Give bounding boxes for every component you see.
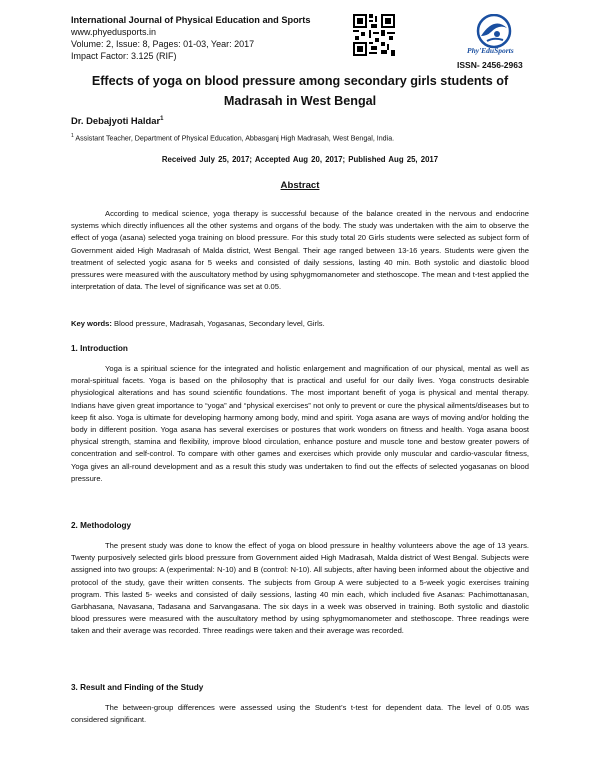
keywords (71, 318, 529, 330)
section-text-results: The between-group differences were assessed using the Student’s t-test for dependent data. The level of 0.05 was considered significant. (71, 703, 529, 725)
author-mark: 1 (160, 115, 164, 122)
abstract-heading: Abstract (280, 180, 320, 191)
journal-website[interactable]: www.phyedusports.in (71, 27, 157, 37)
section-heading-results: 3. Result and Finding of the Study (71, 683, 204, 692)
section-heading-methodology: 2. Methodology (71, 521, 132, 530)
abstract-text: According to medical science, yoga therapy is successful because of the balance created in the nervous and endocrine systems which directly influences all the other systems and organs of the body. The study was undertaken with the aim to observe the effect of yoga (asana) selected yoga training on blood pressure. For this study total 20 Girls students were selected as subject form of Government aided High Madrasah of Malda district, West Bengal. Their age ranged between 13-16 years. Students were given the treatment of selected yogic asana for 5 weeks and consisted of daily sessions, lasting 40 min. Both systolic and diastolic blood pressures were measured with the auscultatory method by using sphygmomanometer and stethoscope. The mean and t-test applied the interpretation of data. The level of significance was set at 0.05. (71, 209, 529, 292)
keywords-label: Key words: (71, 319, 112, 328)
paper-title: Effects of yoga on blood pressure among secondary girls students of Madrasah in West Bengal (91, 74, 509, 108)
section-text-introduction: Yoga is a spiritual science for the integrated and holistic enlargement and magnification of our physical, mental as well as moral-spiritual facets. Yoga is based on the philosophy that is practical and useful for our daily lives. Yoga constructs desirable physiological alterations and has sound scientific foundations. The most important benefit of yoga is physical and mental therapy. Indians have given great importance to “yoga” and “physical exercises” not only to prevent or cure the physical ailments/diseases but to keep fit also. Yoga is ultimate for developing harmony among body, mind and spirit. Yoga asana are ways of moving and/or holding the body in different position. Yoga asana has several exercises or postures that work wonders on fitness and health. Yoga asana boost physical strength, stamina and flexibility, improve blood circulation, enhance posture and muscle tone and bestow greater powers of concentration and self-control. To compare with other games and exercises which provide only muscular and cardio-vascular fitness, Yoga gives an all-round development and as a result this study was undertaken to find out the effects of selected yogasanas on blood pressure. (71, 364, 529, 483)
issn: ISSN- 2456-2963 (457, 60, 523, 70)
author-name: Dr. Debajyoti Haldar (71, 115, 161, 126)
author (71, 115, 163, 126)
section-text-methodology: The present study was done to know the effect of yoga on blood pressure in healthy volunteers above the age of 13 years. Twenty purposively selected girls blood pressure from Government aided High Madrasah, Malda district of West Bengal. Subjects were assigned into two groups: A (experimental: N-10) and B (control: N-10). All subjects, after having been informed about the objective and protocol of the study, gave their written consents. The subjects from Group A were subjected to a 5-week yogic exercises training program. This lasted 5- weeks and consisted of daily sessions, lasting 40 min each, which included five Asanas: Pachimottanasan, Garbhasana, Navasana, Tadasana and Sarvangasana. The six days in a week was observed in training. Both systolic and diastolic blood pressures were measured with the auscultatory method by using sphygmomanometer and stethoscope. Three readings were taken and their average was recorded. Three readings were taken and their average was recorded. (71, 541, 529, 636)
journal-header (71, 14, 531, 72)
affiliation (71, 133, 394, 142)
section-heading-introduction: 1. Introduction (71, 344, 128, 353)
logo-text: Phy'EduSports (467, 46, 514, 55)
affiliation-text: Assistant Teacher, Department of Physical Education, Abbasganj High Madrasah, West Bengal, India. (75, 134, 395, 143)
impact-factor: Impact Factor: 3.125 (RIF) (71, 51, 177, 61)
qr-code-icon (353, 14, 395, 56)
journal-name: International Journal of Physical Education and Sports (71, 15, 311, 25)
affiliation-mark: 1 (71, 133, 74, 139)
volume-info: Volume: 2, Issue: 8, Pages: 01-03, Year: 2017 (71, 39, 255, 49)
keywords-list: Blood pressure, Madrasah, Yogasanas, Secondary level, Girls. (111, 319, 325, 328)
publication-dates: Received July 25, 2017; Accepted Aug 20, 2017; Published Aug 25, 2017 (161, 155, 439, 164)
